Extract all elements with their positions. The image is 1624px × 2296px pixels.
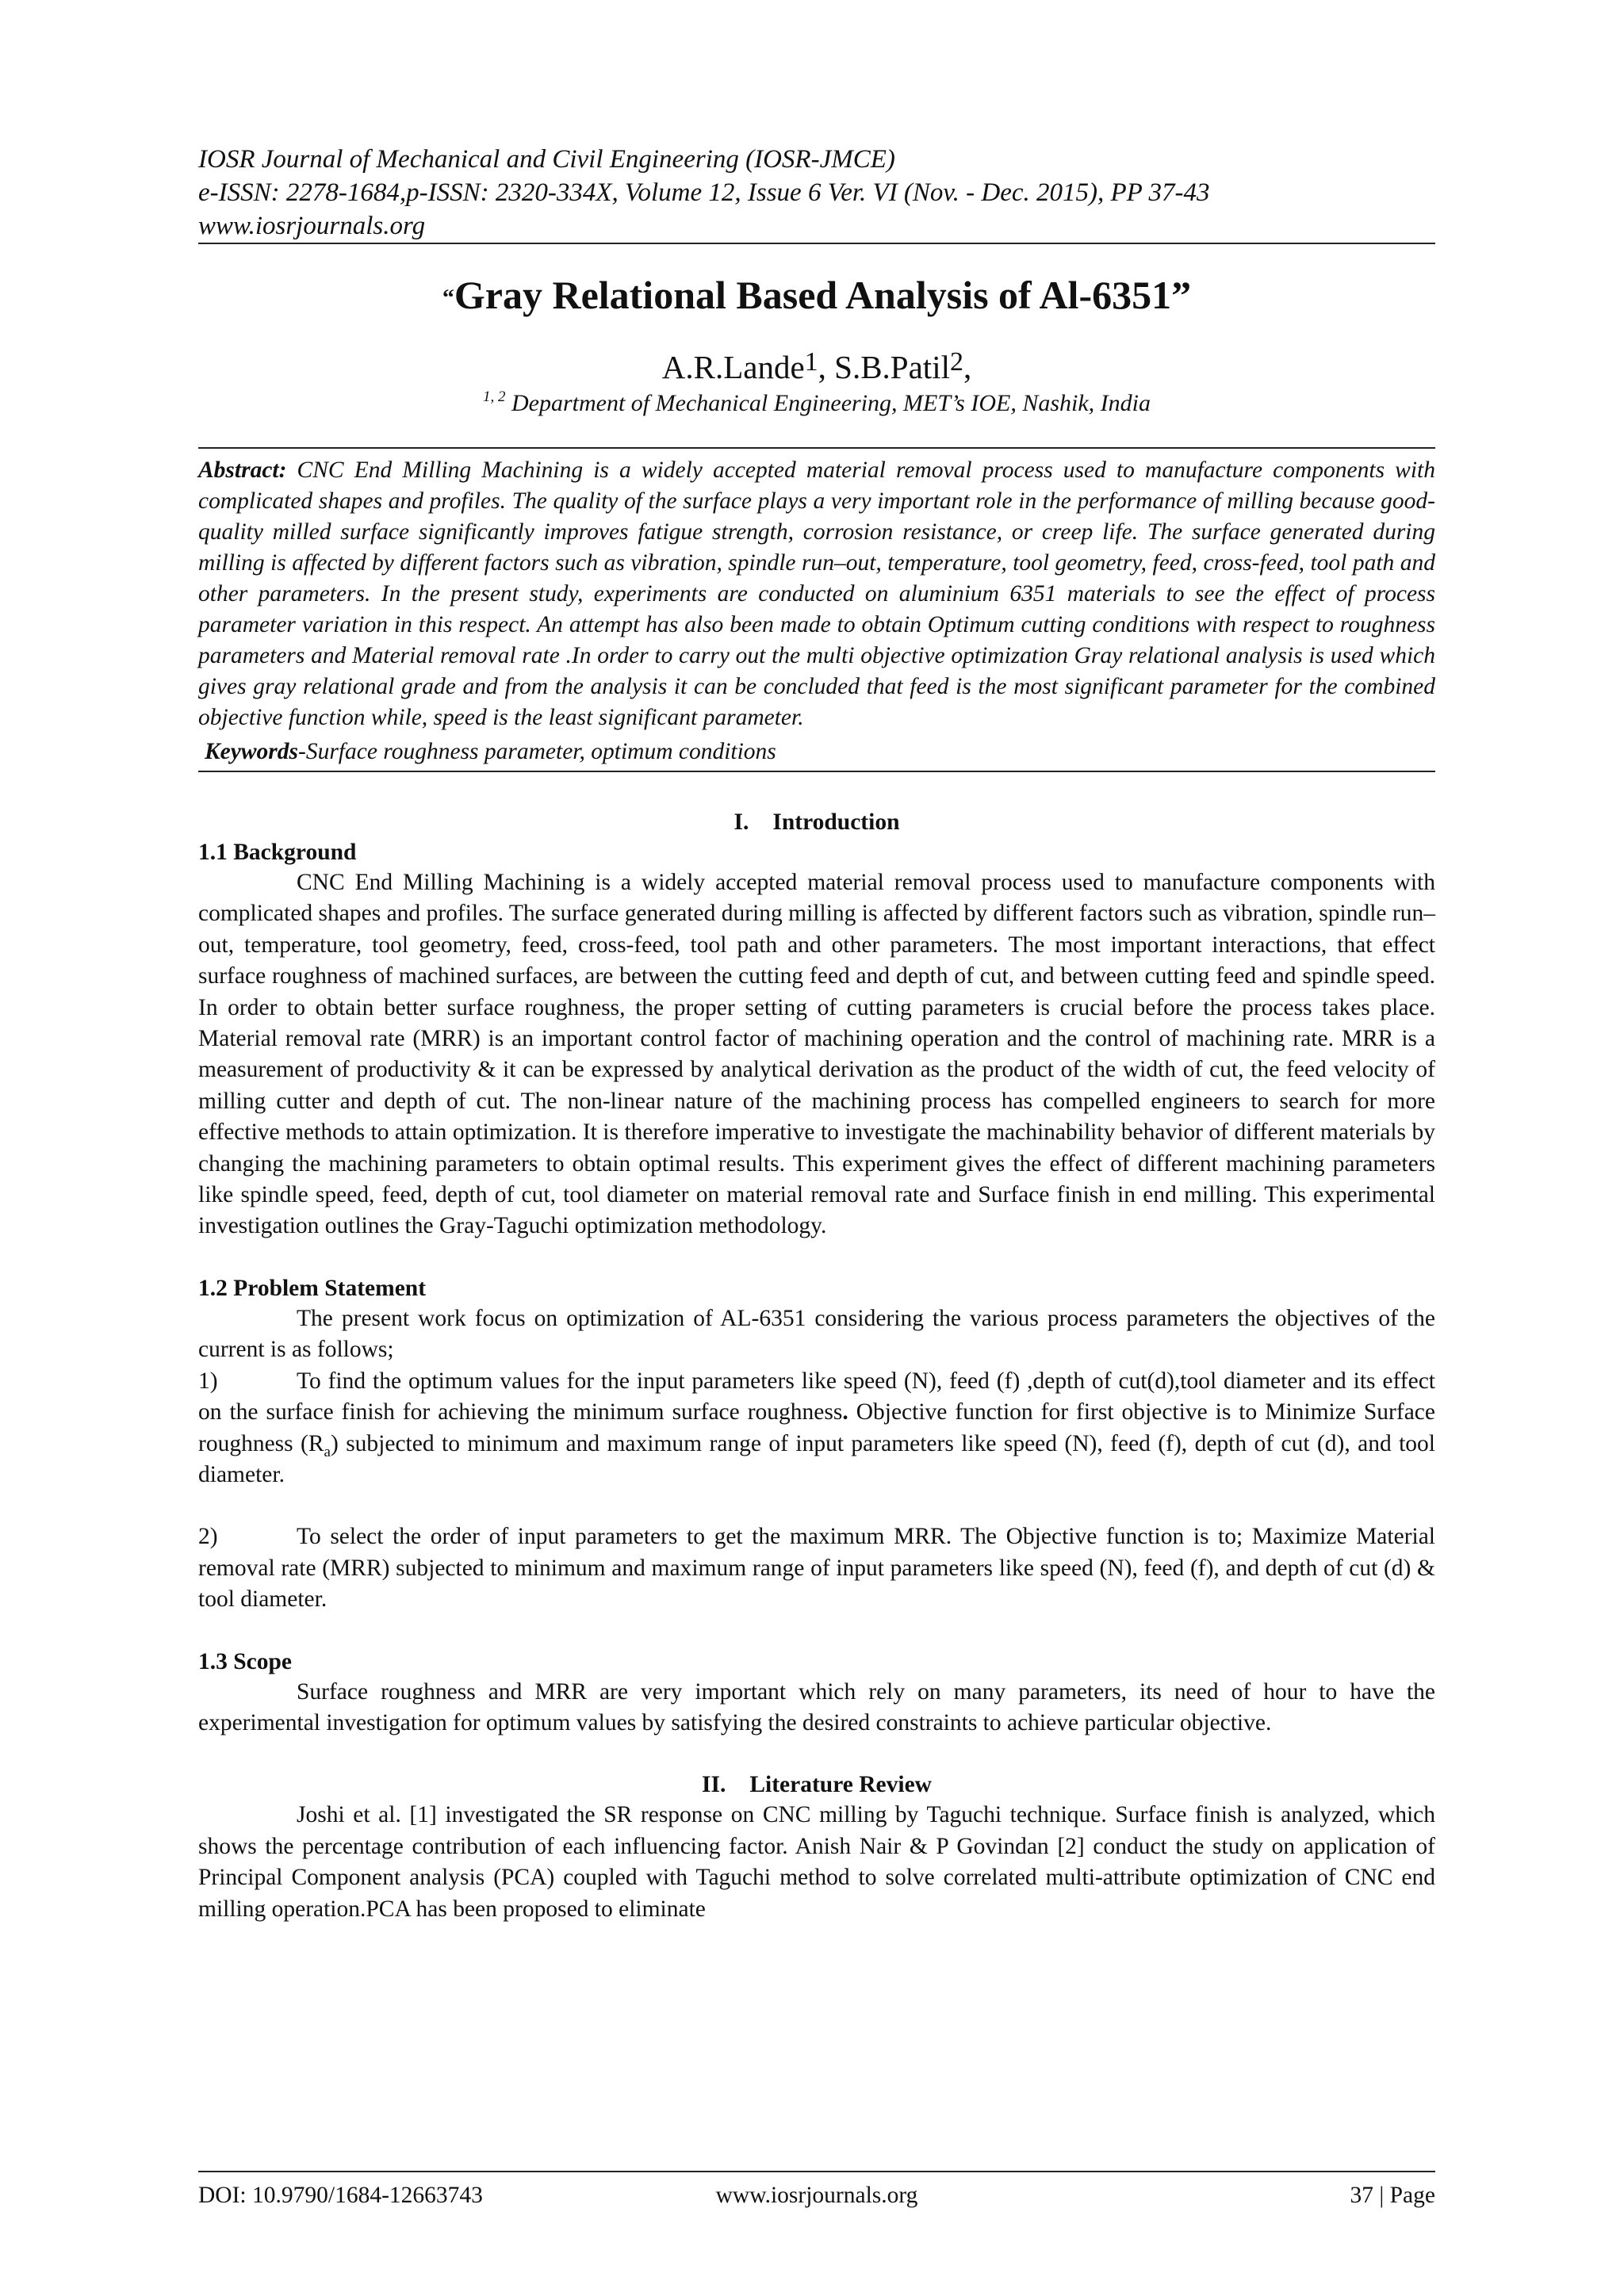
footer-page-number: 37 | Page	[1350, 2183, 1435, 2208]
paper-page	[198, 143, 1435, 1925]
page-footer	[198, 2171, 1435, 2214]
section-heading-introduction: I. Introduction	[733, 809, 900, 835]
footer-website: www.iosrjournals.org	[715, 2183, 918, 2208]
journal-issn: e-ISSN: 2278-1684,p-ISSN: 2320-334X, Volume 12, Issue 6 Ver. VI (Nov. - Dec. 2015), PP 37-43	[198, 178, 1210, 207]
problem-item-2: 2) To select the order of input parameters to get the maximum MRR. The Objective function is to; Maximize Material removal rate (MRR) subjected to minimum and maximum range of input parameters like speed (N), feed (f), and depth of cut (d) & tool diameter.	[198, 1524, 1435, 1613]
problem-item-1: 1) To find the optimum values for the input parameters like speed (N), feed (f) ,depth of cut(d),tool diameter and its effect on the surface finish for achieving the minimum surface roughness. Objective function for first objective is to Minimize Surface roughness $(R_a)$ subjected to minimum and maximum range of input parameters like speed (N), feed (f), depth of cut (d), and tool diameter.	[198, 1368, 1435, 1487]
author-line: A.R.Lande$^1$, S.B.Patil$^2$,	[661, 347, 972, 385]
scope-paragraph: Surface roughness and MRR are very important which rely on many parameters, its need of hour to have the experimental investigation for optimum values by satisfying the desired constraints to achieve particular objective.	[198, 1678, 1435, 1735]
background-paragraph: CNC End Milling Machining is a widely accepted material removal process used to manufacture components with complicated shapes and profiles. The surface generated during milling is affected by different factors such as vibration, spindle run–out, temperature, tool geometry, feed, cross-feed, tool path and other parameters. The most important interactions, that effect surface roughness of machined surfaces, are between the cutting feed and depth of cut, and between cutting feed and spindle speed. In order to obtain better surface roughness, the proper setting of cutting parameters is crucial before the process takes place. Material removal rate (MRR) is an important control factor of machining operation and the control of machining rate. MRR is a measurement of productivity & it can be expressed by analytical derivation as the product of the width of cut, the feed velocity of milling cutter and depth of cut. The non-linear nature of the machining process has compelled engineers to search for more effective methods to attain optimization. It is therefore imperative to investigate the machinability behavior of different materials by changing the machining parameters to obtain optimal results. This experiment gives the effect of different machining parameters like spindle speed, feed, depth of cut, tool diameter on material removal rate and Surface finish in end milling. This experimental investigation outlines the Gray-Taguchi optimization methodology.	[198, 870, 1435, 1239]
journal-name: IOSR Journal of Mechanical and Civil Engineering (IOSR-JMCE)	[198, 145, 895, 174]
abstract: Abstract: CNC End Milling Machining is a widely accepted material removal process used to manufacture components with complicated shapes and profiles. The quality of the surface plays a very important role in the performance of milling because good-quality milled surface significantly improves fatigue strength, corrosion resistance, or creep life. The surface generated during milling is affected by different factors such as vibration, spindle run–out, temperature, tool geometry, feed, cross-feed, tool path and other parameters. In the present study, experiments are conducted on aluminium 6351 materials to see the effect of process parameter variation in this respect. An attempt has also been made to obtain Optimum cutting conditions with respect to roughness parameters and Material removal rate .In order to carry out the multi objective optimization Gray relational analysis is used which gives gray relational grade and from the analysis it can be concluded that feed is the most significant parameter for the combined objective function while, speed is the least significant parameter.	[198, 457, 1435, 730]
literature-paragraph: Joshi et al. [1] investigated the SR response on CNC milling by Taguchi technique. Surface finish is analyzed, which shows the percentage contribution of each influencing factor. Anish Nair & P Govindan [2] conduct the study on application of Principal Component analysis (PCA) coupled with Taguchi method to solve correlated multi-attribute optimization of CNC end milling operation.PCA has been proposed to eliminate	[198, 1802, 1435, 1922]
journal-header	[198, 143, 1435, 243]
footer-doi: DOI: 10.9790/1684-12663743	[198, 2183, 483, 2208]
section-heading-literature-review: II. Literature Review	[702, 1772, 932, 1798]
problem-intro: The present work focus on optimization of AL-6351 considering the various process parameters the objectives of the current is as follows;	[198, 1305, 1435, 1363]
footer-rule	[198, 2171, 1435, 2172]
header-rule	[198, 243, 1435, 244]
subsection-heading-problem: 1.2 Problem Statement	[198, 1275, 427, 1301]
journal-website: www.iosrjournals.org	[198, 212, 426, 240]
affiliation: $^{1, 2}$ Department of Mechanical Engineering, MET’s IOE, Nashik, India	[483, 388, 1151, 416]
subsection-heading-background: 1.1 Background	[198, 840, 357, 865]
paper-title: “Gray Relational Based Analysis of Al-6351”	[442, 273, 1192, 317]
keywords: Keywords-Surface roughness parameter, optimum conditions	[205, 739, 776, 764]
subsection-heading-scope: 1.3 Scope	[198, 1648, 292, 1674]
